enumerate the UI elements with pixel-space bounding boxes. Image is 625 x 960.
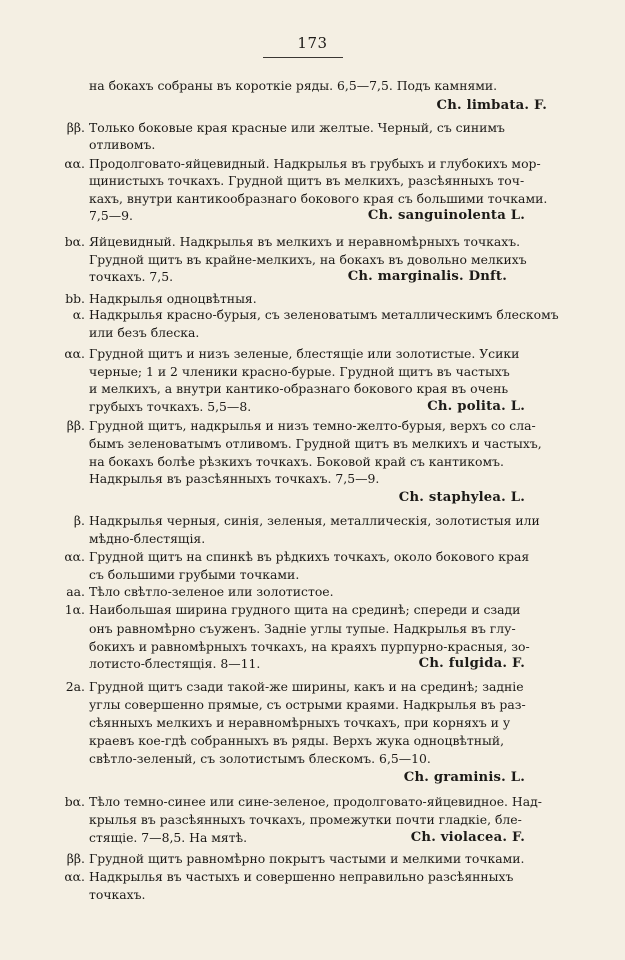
line-text: съ большими грубыми точками. xyxy=(89,567,300,582)
line-text: и мелкихъ, а внутри кантико-образнаго бокового края въ очень xyxy=(89,381,509,396)
text-line xyxy=(89,696,547,714)
text-line xyxy=(89,324,547,342)
text-line xyxy=(89,829,547,847)
page-number-rule xyxy=(263,57,343,58)
key-label: αα. xyxy=(64,549,85,564)
line-text: отливомъ. xyxy=(89,137,156,152)
line-text: Грудной щитъ и низъ зеленые, блестящіе или золотистые. Усики xyxy=(89,346,520,361)
key-label: bα. xyxy=(64,234,85,249)
species-name: Ch. polita. L. xyxy=(427,399,525,414)
text-line xyxy=(64,155,547,173)
key-label: bα. xyxy=(64,794,85,809)
key-label: β. xyxy=(73,513,85,528)
text-line xyxy=(89,530,547,548)
line-text: стящіе. 7—8,5. На мятѣ. xyxy=(89,830,248,845)
line-text: мѣдно-блестящія. xyxy=(89,531,206,546)
species-name: Ch. violacea. F. xyxy=(410,830,525,845)
line-text: Тѣло темно-синее или сине-зеленое, продолговато-яйцевидное. Над- xyxy=(89,794,542,809)
line-text: свѣтло-зеленый, съ золотистымъ блескомъ. 6,5—10. xyxy=(89,751,431,766)
key-label: ββ. xyxy=(66,851,85,866)
key-label: ββ. xyxy=(66,418,85,433)
key-label: 2a. xyxy=(65,679,85,694)
text-line xyxy=(89,566,547,584)
line-text: онъ равномѣрно съуженъ. Задніе углы тупые. Надкрылья въ глу- xyxy=(89,621,516,636)
line-text: щинистыхъ точкахъ. Грудной щитъ въ мелкихъ, разсѣянныхъ точ- xyxy=(89,173,525,188)
line-text: лотисто-блестящія. 8—11. xyxy=(89,656,261,671)
line-text: Надкрылья черныя, синія, зеленыя, металлическія, золотистыя или xyxy=(89,513,540,528)
line-text: Продолговато-яйцевидный. Надкрылья въ грубыхъ и глубокихъ мор- xyxy=(89,156,541,171)
text-line xyxy=(89,363,547,381)
text-line xyxy=(89,172,547,190)
text-line xyxy=(66,850,547,868)
species-name: Ch. limbata. F. xyxy=(436,98,547,113)
text-line xyxy=(89,398,547,416)
text-line xyxy=(65,678,547,696)
key-label: bb. xyxy=(65,291,85,306)
line-text: Грудной щитъ на спинкѣ въ рѣдкихъ точкахъ, около бокового края xyxy=(89,549,530,564)
page-number: 173 xyxy=(297,34,328,52)
text-line xyxy=(64,548,547,566)
line-text: или безъ блеска. xyxy=(89,325,200,340)
text-line xyxy=(89,886,547,904)
text-line xyxy=(89,435,547,453)
text-line xyxy=(66,583,547,601)
line-text: точкахъ. xyxy=(89,887,146,902)
text-line xyxy=(89,714,547,732)
text-line xyxy=(89,251,547,269)
text-line xyxy=(72,306,559,324)
line-text: бокихъ и равномѣрныхъ точкахъ, на краяхъ пурпурно-красныя, зо- xyxy=(89,639,530,654)
text-line xyxy=(64,345,547,363)
text-line xyxy=(89,380,547,398)
line-text: углы совершенно прямые, съ острыми краями. Надкрылья въ раз- xyxy=(89,697,526,712)
key-label: αα. xyxy=(64,346,85,361)
text-line xyxy=(89,750,547,768)
text-line xyxy=(89,732,547,750)
key-label: ββ. xyxy=(66,120,85,135)
line-text: Надкрылья красно-бурыя, съ зеленоватымъ металлическимъ блескомъ xyxy=(89,307,559,322)
line-text: черные; 1 и 2 членики красно-бурые. Грудной щитъ въ частыхъ xyxy=(89,364,510,379)
line-text: 7,5—9. xyxy=(89,208,133,223)
line-text: Грудной щитъ, надкрылья и низъ темно-желто-бурыя, верхъ со сла- xyxy=(89,418,536,433)
text-line xyxy=(89,77,547,95)
line-text: краевъ кое-гдѣ собранныхъ въ ряды. Верхъ жука одноцвѣтный, xyxy=(89,733,505,748)
text-line xyxy=(64,601,547,619)
line-text: Наибольшая ширина грудного щита на срединѣ; спереди и сзади xyxy=(89,602,521,617)
line-text: Надкрылья въ частыхъ и совершенно неправильно разсѣянныхъ xyxy=(89,869,514,884)
species-name: Ch. staphylea. L. xyxy=(398,490,525,505)
species-name: Ch. fulgida. F. xyxy=(418,656,525,671)
text-line xyxy=(64,868,547,886)
key-label: 1α. xyxy=(64,602,85,617)
species-name: Ch. sanguinolenta L. xyxy=(367,208,525,223)
key-label: αα. xyxy=(64,156,85,171)
text-line xyxy=(89,207,547,225)
text-line xyxy=(89,811,547,829)
line-text: сѣянныхъ мелкихъ и неравномѣрныхъ точкахъ, при корняхъ и у xyxy=(89,715,511,730)
text-line xyxy=(64,233,547,251)
line-text: точкахъ. 7,5. xyxy=(89,269,174,284)
line-text: кахъ, внутри кантикообразнаго бокового края съ большими точками. xyxy=(89,191,548,206)
line-text: Яйцевидный. Надкрылья въ мелкихъ и неравномѣрныхъ точкахъ. xyxy=(89,234,521,249)
text-line xyxy=(89,470,547,488)
line-text: Тѣло свѣтло-зеленое или золотистое. xyxy=(89,584,334,599)
line-text: Грудной щитъ въ крайне-мелкихъ, на бокахъ въ довольно мелкихъ xyxy=(89,252,527,267)
key-label: αα. xyxy=(64,869,85,884)
line-text: Грудной щитъ сзади такой-же ширины, какъ и на срединѣ; задніе xyxy=(89,679,524,694)
line-text: крылья въ разсѣянныхъ точкахъ, промежутки почти гладкіе, бле- xyxy=(89,812,522,827)
key-label: aa. xyxy=(66,584,85,599)
text-line xyxy=(73,512,547,530)
text-line xyxy=(66,417,547,435)
line-text: Надкрылья въ разсѣянныхъ точкахъ. 7,5—9. xyxy=(89,471,380,486)
text-line xyxy=(66,119,547,137)
line-text: Грудной щитъ равномѣрно покрытъ частыми и мелкими точками. xyxy=(89,851,525,866)
species-name: Ch. marginalis. Dnft. xyxy=(347,269,507,284)
line-text: на бокахъ собраны въ короткіе ряды. 6,5—7,5. Подъ камнями. xyxy=(89,78,498,93)
species-name: Ch. graminis. L. xyxy=(403,770,525,785)
text-line xyxy=(89,638,547,656)
line-text: Только боковые края красные или желтые. Черный, съ синимъ xyxy=(89,120,505,135)
text-line xyxy=(89,620,547,638)
text-line xyxy=(64,793,547,811)
key-label: α. xyxy=(72,307,85,322)
text-line xyxy=(89,136,547,154)
text-line xyxy=(89,655,547,673)
text-line xyxy=(89,190,547,208)
line-text: грубыхъ точкахъ. 5,5—8. xyxy=(89,399,252,414)
line-text: на бокахъ болѣе рѣзкихъ точкахъ. Боковой край съ кантикомъ. xyxy=(89,454,504,469)
text-line xyxy=(89,268,547,286)
line-text: Надкрылья одноцвѣтныя. xyxy=(89,291,257,306)
text-line xyxy=(89,453,547,471)
line-text: бымъ зеленоватымъ отливомъ. Грудной щитъ въ мелкихъ и частыхъ, xyxy=(89,436,542,451)
